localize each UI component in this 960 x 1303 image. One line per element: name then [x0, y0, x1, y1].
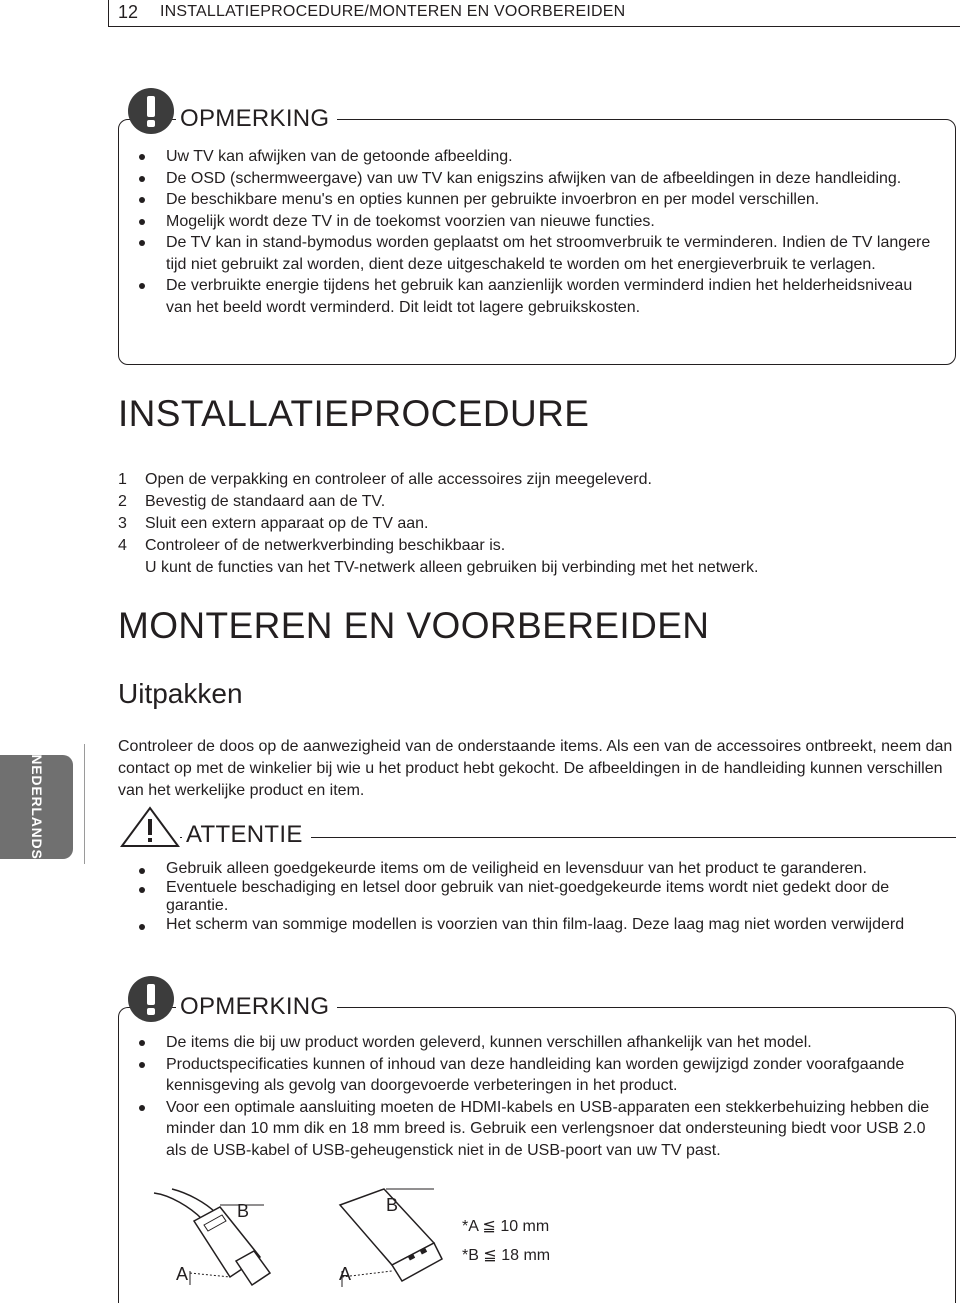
list-item: Gebruik alleen goedgekeurde items om de veiligheid en levensduur van het product te garanderen.: [134, 860, 944, 879]
note-title-2: OPMERKING: [176, 993, 337, 1021]
list-item: Het scherm van sommige modellen is voorzien van thin film-laag. Deze laag mag niet worden verwijderd: [134, 916, 944, 934]
dimension-b: *B ≦ 18 mm: [462, 1247, 551, 1264]
page-number: 12: [118, 2, 139, 22]
figure-label-b: B: [237, 1201, 250, 1221]
language-tab: NEDERLANDS: [0, 755, 73, 859]
list-item: Uw TV kan afwijken van de getoonde afbeelding.: [134, 146, 934, 168]
step-item: 1 Open de verpakking en controleer of alle accessoires zijn meegeleverd.: [118, 471, 652, 488]
header-rule: [108, 26, 960, 27]
running-title: INSTALLATIEPROCEDURE/MONTEREN EN VOORBEREIDEN: [160, 3, 626, 20]
list-item: De beschikbare menu's en opties kunnen per gebruikte invoerbron en per model verschillen.: [134, 189, 934, 211]
list-item: Voor een optimale aansluiting moeten de HDMI-kabels en USB-apparaten een stekkerbehuizing hebben die minder dan 10 mm dik en 18 mm breed is. Gebruik een verlengsnoer dat ondersteuning biedt voor USB 2.0 als de USB-kabel of USB-geheugenstick niet in de USB-poort van uw TV past.: [134, 1097, 934, 1162]
installation-steps: [118, 469, 918, 579]
exclamation-icon: [128, 976, 174, 1022]
warning-triangle-icon: [120, 806, 180, 848]
installation-heading: INSTALLATIEPROCEDURE: [118, 393, 590, 434]
step-item: 2 Bevestig de standaard aan de TV.: [118, 493, 386, 510]
list-item: De items die bij uw product worden geleverd, kunnen verschillen afhankelijk van het model.: [134, 1032, 934, 1054]
step-item: 3 Sluit een extern apparaat op de TV aan.: [118, 515, 429, 532]
list-item: Productspecificaties kunnen of inhoud van deze handleiding kan worden gewijzigd zonder voorafgaande kennisgeving als gevolg van doorgevoerde verbeteringen in het product.: [134, 1054, 934, 1097]
dimension-a: *A ≦ 10 mm: [462, 1218, 550, 1235]
list-item: De verbruikte energie tijdens het gebruik kan aanzienlijk worden verminderd indien het helderheidsniveau van het beeld wordt verminderd. Dit leidt tot lagere gebruikskosten.: [134, 275, 934, 318]
header-divider: [108, 0, 109, 26]
caution-list: [134, 860, 944, 934]
list-item: De OSD (schermweergave) van uw TV kan enigszins afwijken van de afbeeldingen in deze handleiding.: [134, 168, 934, 190]
page-header: [0, 0, 960, 26]
figure-label-a: A: [176, 1264, 189, 1284]
step-item: 4 Controleer of de netwerkverbinding beschikbaar is.: [118, 537, 506, 554]
exclamation-icon: [128, 88, 174, 134]
usb-label-b: B: [386, 1195, 399, 1215]
unpacking-heading: Uitpakken: [118, 678, 243, 709]
list-item: Eventuele beschadiging en letsel door gebruik van niet-goedgekeurde items wordt niet gedekt door de garantie.: [134, 879, 944, 916]
step-note: U kunt de functies van het TV-netwerk alleen gebruiken bij verbinding met het netwerk.: [145, 559, 759, 576]
list-item: De TV kan in stand-bymodus worden geplaatst om het stroomverbruik te verminderen. Indien de TV langere tijd niet gebruikt zal worden, dient deze uitgeschakeld te worden om het energieverbruik te verlagen.: [134, 232, 934, 275]
note-list-2: [134, 1032, 934, 1161]
unpacking-intro: Controleer de doos op de aanwezigheid van de onderstaande items. Als een van de accessoires ontbreekt, neem dan contact op met de winkelier bij wie u het product hebt gekocht. De afbeeldingen in de handleiding kunnen verschillen van het werkelijke product en item.: [118, 738, 953, 799]
connector-dimensions: [462, 1216, 550, 1274]
note-title-1: OPMERKING: [176, 105, 337, 133]
note-list-1: [134, 146, 934, 318]
usb-label-a: A: [339, 1264, 352, 1284]
hdmi-connector-figure: [150, 1185, 290, 1295]
side-divider: [84, 744, 85, 864]
caution-title: ATTENTIE: [182, 821, 311, 849]
mounting-heading: MONTEREN EN VOORBEREIDEN: [118, 605, 710, 646]
list-item: Mogelijk wordt deze TV in de toekomst voorzien van nieuwe functies.: [134, 211, 934, 233]
